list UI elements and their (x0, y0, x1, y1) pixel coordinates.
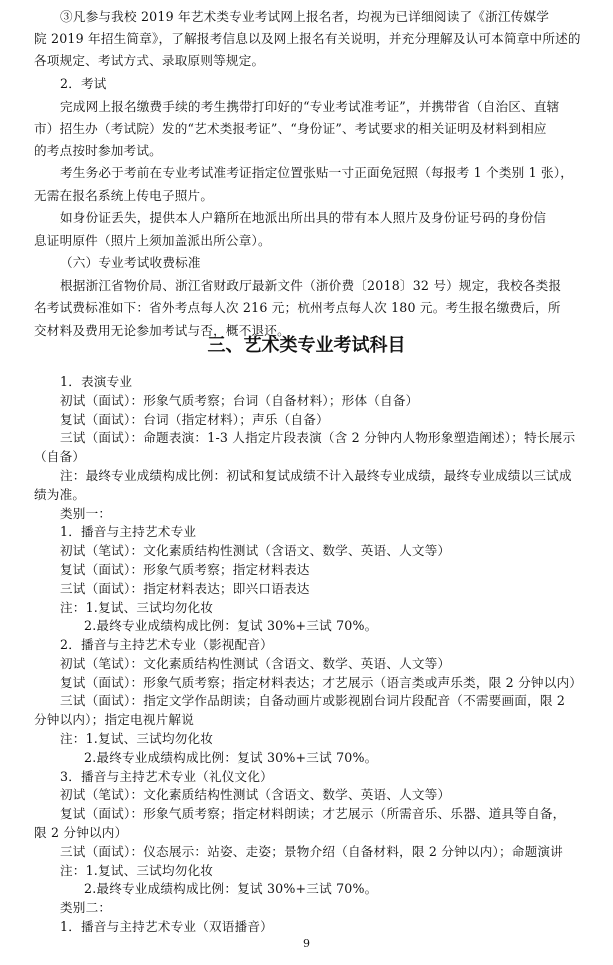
text-line: 考生务必于考前在专业考试准考证指定位置张贴一寸正面免冠照（每报考 1 个类别 1 张）， (60, 165, 574, 180)
text-line: 交材料及费用无论参加考试与否，概不退还。 (34, 323, 290, 338)
note-line: 注：1.复试、三试均勿化妆 (60, 600, 214, 615)
category-heading: 类别二： (60, 900, 112, 915)
section-heading: 2．考试 (60, 76, 107, 91)
text-line: 绩为准。 (34, 487, 86, 502)
text-line: 分钟以内）；指定电视片解说 (34, 712, 195, 727)
text-line: 无需在报名系统上传电子照片。 (34, 188, 214, 203)
text-line: 如身份证丢失，提供本人户籍所在地派出所出具的带有本人照片及身份证号码的身份信 (60, 210, 547, 225)
section-title: 三、艺术类专业考试科目 (207, 335, 406, 356)
note-line: 2.最终专业成绩构成比例：复试 30%+三试 70%。 (84, 881, 378, 896)
text-line: 三试（面试）：指定文学作品朗读；自备动画片或影视剧台词片段配音（不需要画面，限 2 (60, 693, 566, 708)
text-line: 市）招生办（考试院）发的“艺术类报考证”、“身份证”、考试要求的相关证明及材料到相应 (34, 121, 547, 136)
note-line: 2.最终专业成绩构成比例：复试 30%+三试 70%。 (84, 618, 378, 633)
text-line: 三试（面试）：命题表演：1-3 人指定片段表演（含 2 分钟内人物形象塑造阐述）；特长展示 (60, 430, 576, 445)
page-number: 9 (303, 937, 310, 950)
subsection-heading: （六）专业考试收费标准 (60, 255, 201, 270)
text-line: 注：最终专业成绩构成比例：初试和复试成绩不计入最终专业成绩，最终专业成绩以三试成 (60, 468, 572, 483)
text-line: 三试（面试）：仪态展示：站姿、走姿；景物介绍（自备材料，限 2 分钟以内）；命题演讲 (60, 844, 563, 859)
note-line: 注：1.复试、三试均勿化妆 (60, 731, 214, 746)
text-line: 复试（面试）：形象气质考察；指定材料朗读；才艺展示（所需音乐、乐器、道具等自备， (60, 806, 566, 821)
note-line: 注：1.复试、三试均勿化妆 (60, 863, 214, 878)
text-line: 复试（面试）：台词（指定材料）；声乐（自备） (60, 412, 329, 427)
text-line: 名考试费标准如下：省外考点每人次 216 元；杭州考点每人次 180 元。考生报名缴费后，所 (34, 300, 561, 315)
text-line: （自备） (34, 449, 86, 464)
text-line: 初试（笔试）：文化素质结构性测试（含语文、数学、英语、人文等） (60, 787, 451, 802)
text-line: 限 2 分钟以内） (34, 825, 128, 840)
category-heading: 类别一： (60, 506, 112, 521)
text-line: 息证明原件（照片上须加盖派出所公章）。 (34, 233, 271, 248)
text-line: 完成网上报名缴费手续的考生携带打印好的“专业考试准考证”，并携带省（自治区、直辖 (60, 99, 560, 114)
subsection-heading: 1．播音与主持艺术专业 (60, 524, 197, 539)
subsection-heading: 2．播音与主持艺术专业（影视配音） (60, 637, 273, 652)
subsection-heading: 1．表演专业 (60, 374, 133, 389)
text-line: 初试（笔试）：文化素质结构性测试（含语文、数学、英语、人文等） (60, 656, 451, 671)
subsection-heading: 3．播音与主持艺术专业（礼仪文化） (60, 769, 273, 784)
text-line: 院 2019 年招生简章》，了解报考信息以及网上报名有关说明，并充分理解及认可本简章中所述的 (34, 31, 581, 46)
text-line: 三试（面试）：指定材料表达；即兴口语表达 (60, 581, 310, 596)
text-line: 复试（面试）：形象气质考察；指定材料表达 (60, 562, 310, 577)
text-line: 初试（笔试）：文化素质结构性测试（含语文、数学、英语、人文等） (60, 543, 451, 558)
text-line: 的考点按时参加考试。 (34, 143, 162, 158)
text-line: 复试（面试）：形象气质考察；指定材料表达；才艺展示（语言类或声乐类，限 2 分钟以内） (60, 675, 583, 690)
text-line: 初试（面试）：形象气质考察；台词（自备材料）；形体（自备） (60, 393, 419, 408)
text-line: ③凡参与我校 2019 年艺术类专业考试网上报名者，均视为已详细阅读了《浙江传媒学 (60, 9, 550, 24)
text-line: 各项规定、考试方式、录取原则等规定。 (34, 53, 265, 68)
text-line: 根据浙江省物价局、浙江省财政厅最新文件（浙价费〔2018〕32 号）规定，我校各类报 (60, 278, 562, 293)
subsection-heading: 1．播音与主持艺术专业（双语播音） (60, 919, 273, 934)
note-line: 2.最终专业成绩构成比例：复试 30%+三试 70%。 (84, 750, 378, 765)
